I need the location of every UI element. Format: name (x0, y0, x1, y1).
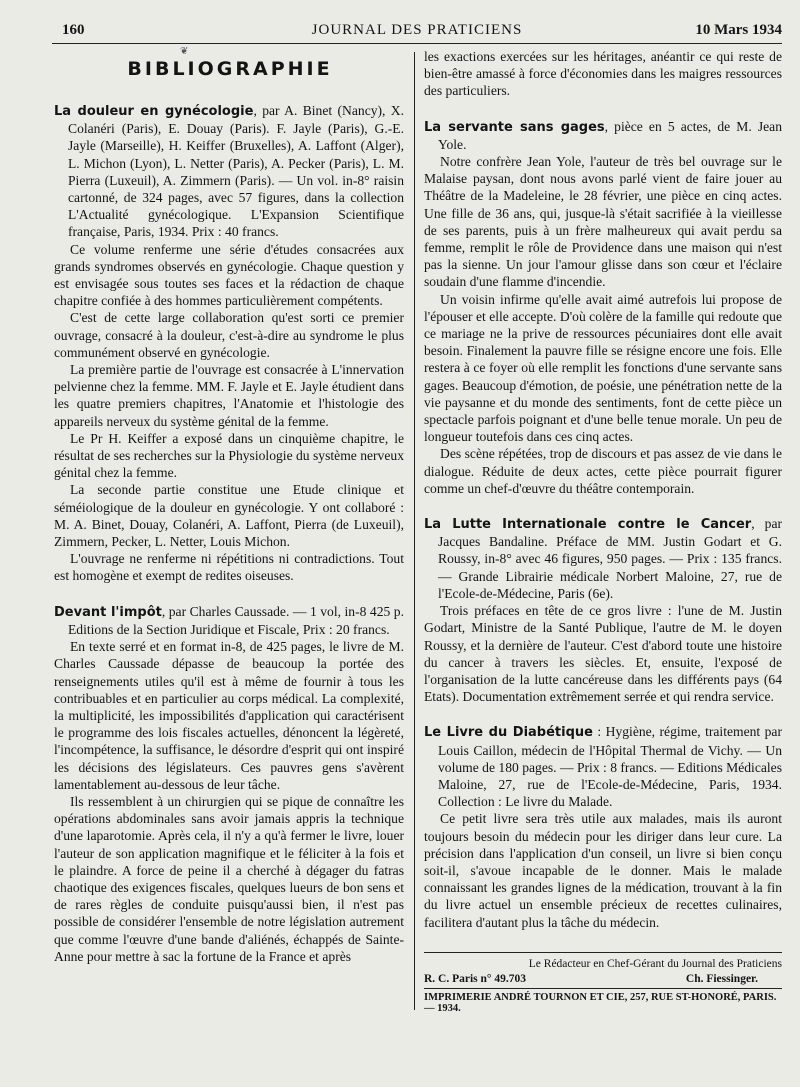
bibliography-entry (424, 723, 782, 810)
footer-rc: R. C. Paris n° 49.703 (424, 973, 527, 985)
column-divider (414, 52, 415, 1010)
page-header (52, 20, 782, 42)
entry-title: Le Livre du Diabétique (424, 725, 593, 741)
footer-printer: IMPRIMERIE ANDRÉ TOURNON ET CIE, 257, RUE ST-HONORÉ, PARIS. — 1934. (424, 992, 777, 1014)
section-title: BIBLIOGRAPHIE (127, 58, 333, 80)
paragraph-gap (424, 705, 782, 717)
paragraph: Ce volume renferme une série d'études consacrées aux grands syndromes observés en gynécologie. Chaque question y est envisagée sous toutes ses faces et la rédaction de chaque chapitre confiée à des hommes particulièrement compétents. (54, 241, 404, 309)
paragraph-gap (424, 497, 782, 509)
paragraph: Ce petit livre sera très utile aux malades, mais ils auront toujours besoin du médecin pour les diriger dans leur cure. La précision dans l'application d'un conseil, un livre si bien conçu soit-il, s'avoue incapable de le donner. Mais le malade connaissant les grandes lignes de la médication, trouvant à la fin du livre actuel un ensemble précieux de recettes culinaires, facilitera d'autant plus la tâche du médecin. (424, 811, 782, 930)
paragraph: La première partie de l'ouvrage est consacrée à L'innervation pelvienne chez la femme. MM. F. Jayle et E. Jayle étudient dans les quatre premiers chapitres, l'Anatomie et l'histologie des appareils nerveux du système génital de la femme. (54, 362, 404, 429)
paragraph-gap (424, 100, 782, 112)
issue-date: 10 Mars 1934 (695, 22, 782, 38)
entry-details: : Hygiène, régime, traitement par Louis Caillon, médecin de l'Hôpital Thermal de Vichy. — Un volume de 180 pages. — Prix : 8 francs. — Editions Médicales Maloine, 27, rue de l'Ecole-de-Médecine, Paris, 1934. Collection : Le livre du Malade. (438, 724, 782, 810)
entry-details: , pièce en 5 actes, de M. Jean Yole. (438, 118, 783, 152)
paragraph: Ils ressemblent à un chirurgien qui se pique de connaître les opérations abdominales sans avoir jamais appris la technique d'une laparotomie. Après cela, il n'y a qu'à fermer le livre, louer l'auteur de son application magnifique et le féliciter à la fois et le plaindre. A force de peine il a cherché à dégager du fatras chaotique des exigences fiscales, quelques lueurs de bon sens et de rares règles de conduite puisqu'aussi bien, il n'est pas possible de considérer l'ensemble de notre législation autrement que comme l'œuvre d'une bande d'aliénés, échappés de Sainte-Anne pour mettre à sac la fortune de la France et après (54, 793, 404, 964)
entry-details: , par Charles Caussade. — 1 vol, in-8 425 p. Editions de la Section Juridique et Fiscale, Prix : 20 francs. (68, 603, 404, 637)
paragraph: L'ouvrage ne renferme ni répétitions ni contradictions. Tout est homogène et exempt de redites oiseuses. (54, 551, 404, 584)
entry-details: , par A. Binet (Nancy), X. Colanéri (Paris), E. Douay (Paris). F. Jayle (Paris), G.-E. Jayle (Marseille), H. Keiffer (Bruxelles), A. Laffont (Alger), L. Michon (Lyon), L. Netter (Paris), A. Pecker (Paris), L. M. Pierra (Luxeuil), A. Zimmern (Paris). — Un vol. in-8° raisin cartonné, de 324 pages, avec 57 figures, dans la collection L'Actualité gynécologique. L'Expansion Scientifique française, Paris, 1934. Prix : 40 francs. (68, 103, 405, 240)
footer-editor: Le Rédacteur en Chef-Gérant du Journal des Praticiens (528, 958, 782, 970)
entry-details: , par Jacques Bandaline. Préface de MM. Justin Godart et G. Roussy, in-8° avec 46 figures, 950 pages. — Prix : 135 francs. — Grande Librairie médicale Norbert Maloine, 27, rue de l'Ecole-de-Médecine, Paris (6e). (438, 516, 783, 601)
paragraph: Trois préfaces en tête de ce gros livre : l'une de M. Justin Godart, Ministre de la Santé Publique, l'autre de M. le doyen Roussy, et la dernière de l'auteur. C'est d'abord toute une histoire du cancer à travers les siècles. Et, ensuite, l'exposé de l'organisation de la lutte cancéreuse dans les différents pays (64 Etats). Documentation extrêmement serrée et qui rendra service. (424, 603, 782, 705)
footer-registration (424, 973, 782, 985)
paragraph: Le Pr H. Keiffer a exposé dans un cinquième chapitre, le résultat de ses recherches sur la Physiologie du système nerveux génital chez la femme. (54, 430, 404, 481)
paragraph: Un voisin infirme qu'elle avait aimé autrefois lui propose de l'épouser et elle accepte. D'où colère de la famille qui redoute que ce mariage ne la prive de ressources pécuniaires dont elle avait besoin. Finalement la pauvre fille se résigne encore une fois. Elle restera à ce foyer où elle remplit les fonctions d'une servante sans gages. Beaucoup d'émotion, de poésie, une pénétration nette de la vie paysanne et du monde des sentiments, font de cette pièce un spectacle parfois poignant et d'une belle tenue morale. Un peu de longueur toutefois dans ces cinq actes. (424, 291, 782, 445)
entry-title: Devant l'impôt (54, 604, 162, 620)
ornament-icon: ❦ (180, 46, 189, 57)
left-column (54, 96, 404, 965)
page-number: 160 (62, 22, 85, 38)
entry-title: La douleur en gynécologie (54, 104, 254, 119)
paragraph: La seconde partie constitue une Etude clinique et séméiologique de la douleur en gynécologie. Y ont collaboré : M. A. Binet, Douay, Colanéri, A. Laffont, Pierra (de Luxeuil), Zimmern, Pecker, L. Netter, Louis Michon. (54, 482, 404, 550)
paragraph: Des scène répétées, trop de discours et pas assez de vie dans le dialogue. Réduite de deux actes, cette pièce pourrait figurer comme un chef-d'œuvre du théâtre contemporain. (424, 446, 782, 496)
bibliography-entry (54, 603, 404, 638)
footer-editor-name: Ch. Fiessinger. (685, 973, 758, 985)
footer-rule (424, 952, 782, 953)
bibliography-entry (424, 515, 782, 602)
paragraph: En texte serré et en format in-8, de 425 pages, le livre de M. Charles Caussade dépasse de beaucoup la portée des renseignements utiles qu'il est à même de fournir à tous les contribuables et en particulier au corps médical. La complexité, la multiplicité, les impossibilités d'application qui caractérisent le programme des lois fiscales actuelles, dénoncent la légèreté, l'incompétence, la suffisance, le désordre d'esprit qui ont inspiré les décisions des législateurs. Ces pauvres gens s'avèrent lamentablement au-dessous de leur tâche. (54, 639, 404, 792)
header-rule (52, 43, 782, 44)
journal-title: JOURNAL DES PRATICIENS (311, 22, 523, 38)
bibliography-entry (424, 118, 782, 153)
paragraph: C'est de cette large collaboration qu'est sorti ce premier ouvrage, consacré à la douleur, c'est-à-dire au syndrome le plus communément observé en gynécologie. (54, 310, 404, 360)
continued-paragraph: les exactions exercées sur les héritages, anéantir ce qui reste de bien-être amassé à force d'économies dans les maigres ressources des particuliers. (424, 49, 782, 99)
entry-title: La Lutte Internationale contre le Cancer (424, 517, 752, 533)
paragraph-gap (54, 585, 404, 597)
right-column (424, 48, 782, 931)
entry-title: La servante sans gages (424, 119, 605, 135)
paragraph: Notre confrère Jean Yole, l'auteur de très bel ouvrage sur le Malaise paysan, dont nous avons parlé vient de faire jouer au Théâtre de la Madeleine, le 28 février, une pièce en cinq actes. Une fille de 36 ans, qui, jusque-là s'était sacrifiée à la vieillesse de ses parents, puis à un frère malheureux qui avait perdu sa femme, remplit le rôle de Providence dans une maison qui n'est pas la sienne. Un jour l'amour glisse dans son cœur et l'éclaire soudain d'une flamme d'incendie. (424, 154, 782, 290)
bibliography-entry (54, 102, 404, 241)
footer-rule-2 (424, 988, 782, 989)
